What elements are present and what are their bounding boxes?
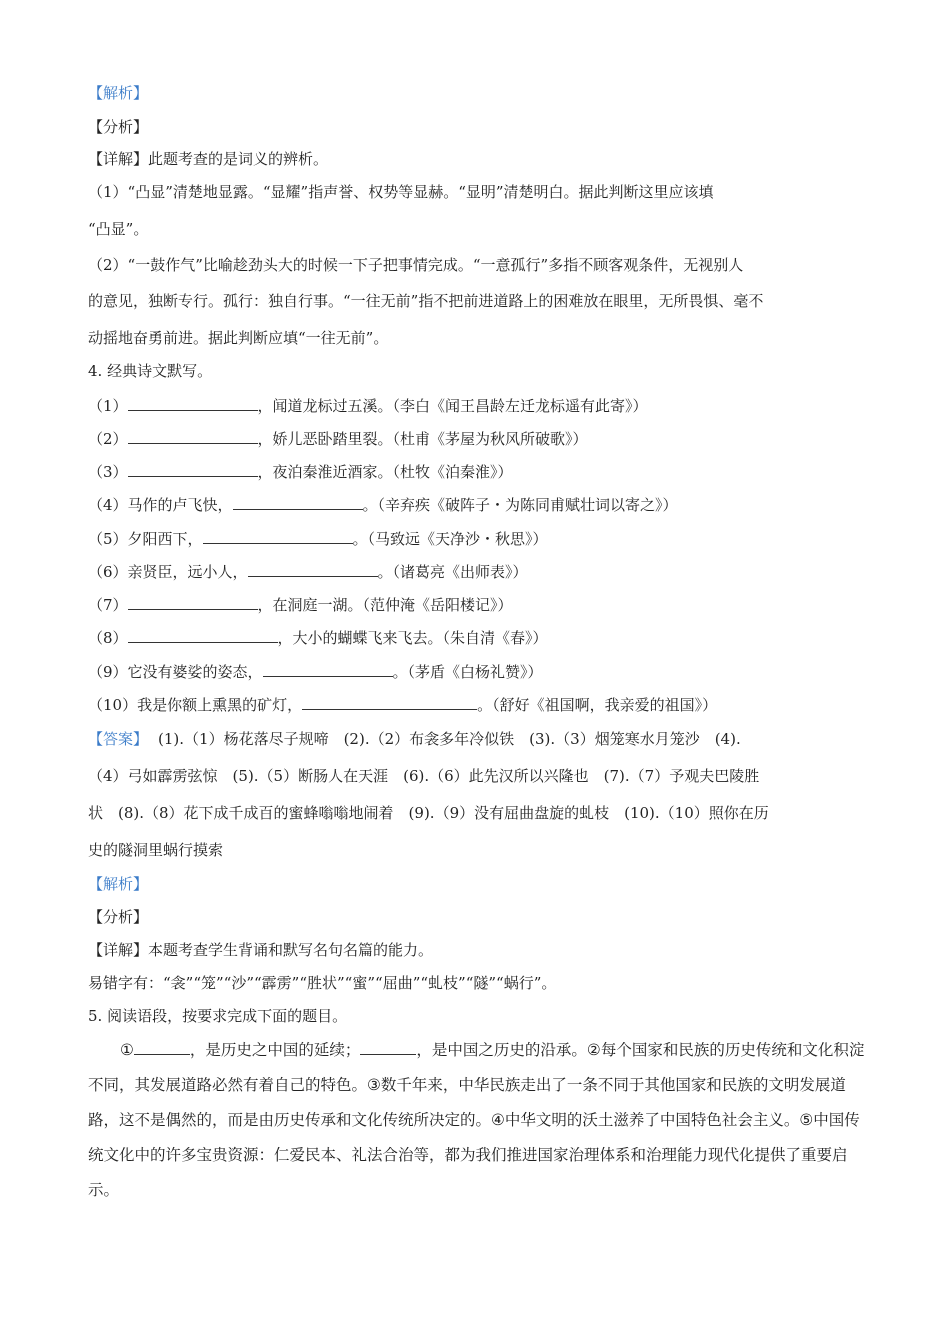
answer-line-4: 史的隧洞里蜗行摸索 (88, 841, 224, 859)
s1-p1b: “凸显”。 (88, 220, 149, 238)
q4-item-8: （8） ，大小的蝴蝶飞来飞去。（朱自清《春》） (88, 629, 548, 647)
fill-blank[interactable] (128, 462, 258, 477)
xiangjie-1: 【详解】此题考查的是词义的辨析。 (88, 150, 329, 168)
fenxi-tag-2: 【分析】 (88, 908, 149, 926)
q4-item-4: （4）马作的卢飞快， 。（辛弃疾《破阵子・为陈同甫赋壮词以寄之》） (88, 496, 678, 514)
fenxi-tag-1: 【分析】 (88, 118, 149, 136)
fill-blank[interactable] (128, 628, 278, 643)
q4-item-2: （2） ，娇儿恶卧踏里裂。（杜甫《茅屋为秋风所破歌》） (88, 430, 588, 448)
q4-item-3: （3） ，夜泊秦淮近酒家。（杜牧《泊秦淮》） (88, 463, 513, 481)
fill-blank[interactable] (263, 662, 393, 677)
q4-item-9: （9）它没有婆娑的姿态， 。（茅盾《白杨礼赞》） (88, 663, 543, 681)
s1-p2b: 的意见，独断专行。孤行：独自行事。“一往无前”指不把前进道路上的困难放在眼里，无所畏惧、毫不 (88, 292, 764, 310)
fill-blank[interactable] (134, 1040, 190, 1055)
q4-title: 4. 经典诗文默写。 (88, 362, 213, 380)
fill-blank[interactable] (302, 695, 477, 710)
q4-item-6: （6）亲贤臣，远小人， 。（诸葛亮《出师表》） (88, 563, 528, 581)
q5-title: 5. 阅读语段，按要求完成下面的题目。 (88, 1007, 348, 1025)
fill-blank[interactable] (128, 595, 258, 610)
q4-item-1: （1） ，闻道龙标过五溪。（李白《闻王昌龄左迁龙标遥有此寄》） (88, 397, 648, 415)
error-words: 易错字有：“衾”“笼”“沙”“霹雳”“胜状”“蜜”“屈曲”“虬枝”“隧”“蜗行”。 (88, 974, 557, 992)
answer-line-3: 状 (8).（8）花下成千成百的蜜蜂嗡嗡地闹着 (9).（9）没有屈曲盘旋的虬枝 (10).（10）照你在历 (88, 804, 769, 822)
fill-blank[interactable] (128, 429, 258, 444)
jiexi-tag-1: 【解析】 (88, 84, 149, 102)
s1-p2c: 动摇地奋勇前进。据此判断应填“一往无前”。 (88, 329, 389, 347)
fill-blank[interactable] (233, 495, 363, 510)
xiangjie-2: 【详解】本题考查学生背诵和默写名句名篇的能力。 (88, 941, 434, 959)
fill-blank[interactable] (360, 1040, 416, 1055)
q4-item-7: （7） ，在洞庭一湖。（范仲淹《岳阳楼记》） (88, 596, 513, 614)
q4-item-5: （5）夕阳西下， 。（马致远《天净沙・秋思》） (88, 530, 548, 548)
jiexi-tag-2: 【解析】 (88, 875, 149, 893)
answer-tag: 【答案】 (88, 730, 149, 748)
fill-blank[interactable] (128, 396, 258, 411)
answer-line-2: （4）弓如霹雳弦惊 (5).（5）断肠人在天涯 (6).（6）此先汉所以兴隆也 (7).（7）予观夫巴陵胜 (88, 767, 760, 785)
fill-blank[interactable] (248, 562, 378, 577)
s1-p1: （1）“凸显”清楚地显露。“显耀”指声誉、权势等显赫。“显明”清楚明白。据此判断这里应该填 (88, 183, 714, 201)
s1-p2a: （2）“一鼓作气”比喻趁劲头大的时候一下子把事情完成。“一意孤行”多指不顾客观条件，无视别人 (88, 256, 744, 274)
answer-line-1: 【答案】 (1).（1）杨花落尽子规啼 (2).（2）布衾多年冷似铁 (3).（3）烟笼寒水月笼沙 (4). (88, 730, 741, 748)
q5-passage: ① ，是历史之中国的延续； ，是中国之历史的沿承。②每个国家和民族的历史传统和文化积淀不同，其发展道路必然有着自己的特色。③数千年来，中华民族走出了一条不同于其他国家和民族的文明发展道路，这不是偶然的，而是由历史传承和文化传统所决定的。④中华文明的沃土滋养了中国特色社会主义。⑤中国传统文化中的许多宝贵资源：仁爱民本、礼法合治等，都为我们推进国家治理体系和治理能力现代化提供了重要启示。 (88, 1041, 865, 1199)
q4-item-10: （10）我是你额上熏黑的矿灯， 。（舒好《祖国啊，我亲爱的祖国》） (88, 696, 718, 714)
fill-blank[interactable] (203, 529, 353, 544)
